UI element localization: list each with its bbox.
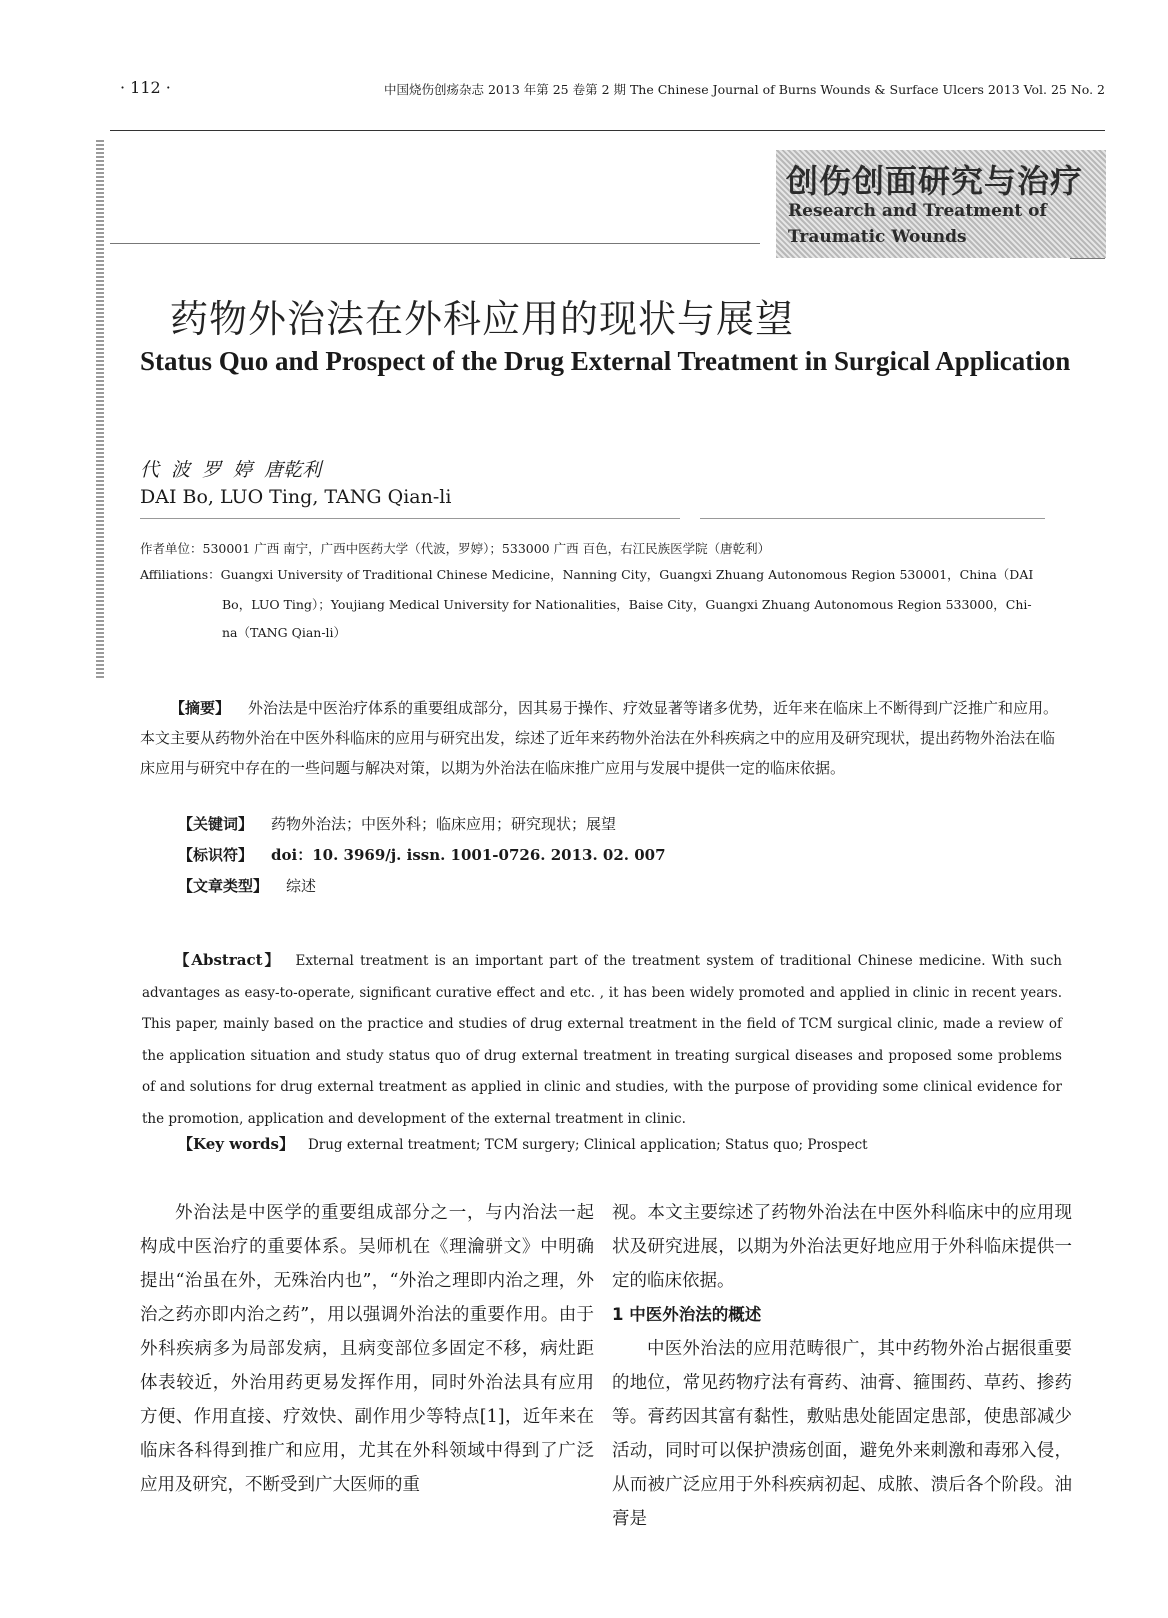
body-column-left — [140, 1196, 594, 1502]
article-title-en: Status Quo and Prospect of the Drug External Treatment in Surgical Application — [140, 346, 1071, 376]
article-type: 综述 — [286, 877, 317, 895]
affiliation-rule-right — [700, 518, 1045, 519]
doi-row — [178, 844, 666, 865]
section-1-heading: 1 中医外治法的概述 — [612, 1305, 762, 1324]
affiliation-rule-left — [140, 518, 680, 519]
column-rule-right — [1070, 258, 1105, 259]
affiliation-en-line-2: Bo，LUO Ting）；Youjiang Medical University for Nationalities，Baise City，Guangxi Zhuang Autonomous Region 533000，Chi- — [222, 597, 1032, 612]
side-decorative-strip — [96, 140, 104, 680]
keywords-zh: 药物外治法；中医外科；临床应用；研究现状；展望 — [271, 815, 617, 833]
abstract-en-label: 【Abstract】 — [174, 951, 282, 969]
keywords-en: Drug external treatment; TCM surgery; Clinical application; Status quo; Prospect — [307, 1137, 868, 1153]
column-title-en: Research and Treatment of Traumatic Wounds — [788, 201, 1047, 247]
abstract-en-text: External treatment is an important part of the treatment system of traditional Chinese medicine. With such advantages as easy-to-operate, significant curative effect and etc. , it has been widely promoted and applied in clinic in recent years. This paper, mainly based on the practice and studies of drug external treatment in the field of TCM surgical clinic, made a review of the application situation and study status quo of drug external treatment in treating surgical diseases and proposed some problems of and solutions for drug external treatment as applied in clinic and studies, with the purpose of providing some clinical evidence for the promotion, application and development of the external treatment in clinic. — [142, 953, 1063, 1127]
authors-zh: 代 波 罗 婷 唐乾利 — [140, 459, 322, 481]
page-number: · 112 · — [120, 78, 171, 97]
doi-label: 【标识符】 — [178, 846, 254, 864]
abstract-en — [142, 945, 1062, 1135]
keywords-zh-row — [178, 813, 616, 834]
affiliation-zh: 作者单位：530001 广西 南宁，广西中医药大学（代波，罗婷）；533000 广西 百色，右江民族医学院（唐乾利） — [140, 541, 771, 556]
keywords-zh-label: 【关键词】 — [178, 815, 254, 833]
journal-running-head: 中国烧伤创疡杂志 2013 年第 25 卷第 2 期 The Chinese Journal of Burns Wounds & Surface Ulcers 2013 Vol. 25 No. 2 — [383, 82, 1105, 97]
header-rule — [110, 130, 1105, 131]
abstract-zh-label: 【摘要】 — [170, 699, 231, 717]
body-paragraph-continued: 视。本文主要综述了药物外治法在中医外科临床中的应用现状及研究进展，以期为外治法更好地应用于外科临床提供一定的临床依据。 — [612, 1203, 1072, 1291]
keywords-en-row — [178, 1133, 868, 1154]
body-paragraph-section-1: 中医外治法的应用范畴很广，其中药物外治占据很重要的地位，常见药物疗法有膏药、油膏、箍围药、草药、掺药等。膏药因其富有黏性，敷贴患处能固定患部，使患部减少活动，同时可以保护溃疡创面，避免外来刺激和毒邪入侵，从而被广泛应用于外科疾病初起、成脓、溃后各个阶段。油膏是 — [612, 1339, 1072, 1529]
authors-en: DAI Bo, LUO Ting, TANG Qian-li — [140, 486, 452, 508]
column-rule-left — [110, 243, 760, 244]
body-column-right — [612, 1196, 1072, 1536]
column-title-zh: 创伤创面研究与治疗 — [786, 162, 1084, 200]
body-paragraph-intro: 外治法是中医学的重要组成部分之一，与内治法一起构成中医治疗的重要体系。吴师机在《理瀹骈文》中明确提出“治虽在外，无殊治内也”，“外治之理即内治之理，外治之药亦即内治之药”，用以强调外治法的重要作用。由于外科疾病多为局部发病，且病变部位多固定不移，病灶距体表较近，外治用药更易发挥作用，同时外治法具有应用方便、作用直接、疗效快、副作用少等特点[1]，近年来在临床各科得到推广和应用，尤其在外科领域中得到了广泛应用及研究，不断受到广大医师的重 — [140, 1203, 594, 1495]
article-type-row — [178, 875, 316, 896]
running-header — [110, 78, 1105, 104]
abstract-zh — [140, 693, 1060, 783]
doi-value: doi：10. 3969/j. issn. 1001-0726. 2013. 02. 007 — [271, 846, 666, 864]
article-title-zh: 药物外治法在外科应用的现状与展望 — [170, 297, 795, 341]
affiliation-en-line-3: na（TANG Qian-li） — [222, 625, 347, 640]
column-heading-box — [776, 150, 1106, 258]
article-type-label: 【文章类型】 — [178, 877, 269, 895]
abstract-zh-text: 外治法是中医治疗体系的重要组成部分，因其易于操作、疗效显著等诸多优势，近年来在临床上不断得到广泛推广和应用。本文主要从药物外治在中医外科临床的应用与研究出发，综述了近年来药物外治法在外科疾病之中的应用及研究现状，提出药物外治法在临床应用与研究中存在的一些问题与解决对策，以期为外治法在临床推广应用与发展中提供一定的临床依据。 — [140, 699, 1059, 777]
affiliation-en-line-1: Affiliations：Guangxi University of Traditional Chinese Medicine，Nanning City，Guangxi Zhuang Autonomous Region 530001，China（DAI — [140, 567, 1034, 582]
keywords-en-label: 【Key words】 — [178, 1135, 294, 1153]
